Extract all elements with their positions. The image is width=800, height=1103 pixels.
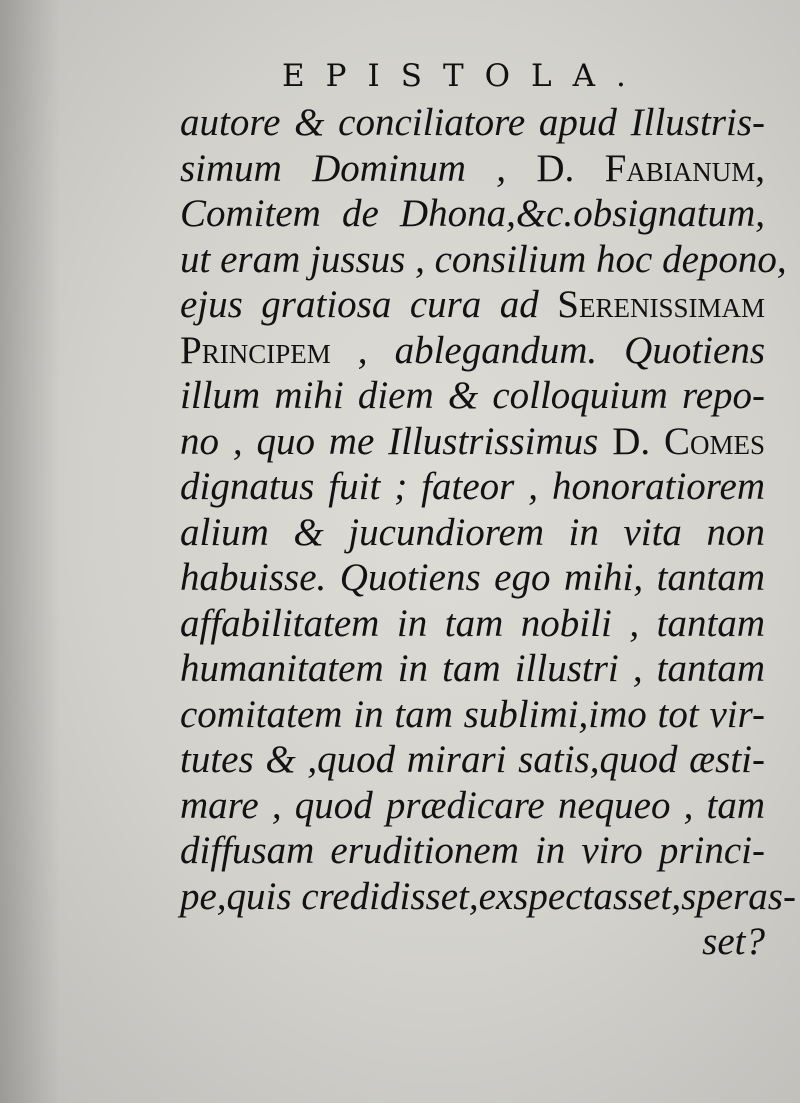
italic-text: ejus gratiosa cura ad xyxy=(180,283,558,326)
text-line xyxy=(180,100,765,146)
italic-text: tutes & ,quod mirari satis,quod æsti- xyxy=(180,738,765,781)
italic-text: mare , quod prædicare nequeo , tam xyxy=(180,783,765,827)
text-line xyxy=(180,692,765,738)
page-gutter-shadow xyxy=(0,0,60,1103)
italic-text: habuisse. Quotiens ego mihi, tantam xyxy=(180,556,765,599)
text-line xyxy=(180,737,765,783)
italic-text: illum mihi diem & colloquium repo- xyxy=(180,374,765,417)
text-line xyxy=(180,601,765,647)
text-line xyxy=(180,783,765,829)
text-line xyxy=(180,874,796,920)
small-caps-text: Serenissimam xyxy=(557,283,765,326)
body-text xyxy=(180,100,796,965)
text-line xyxy=(180,237,787,283)
italic-text: alium & jucundiorem in vita non xyxy=(180,510,765,554)
italic-text: , ablegandum. Quotiens xyxy=(330,328,765,372)
text-line xyxy=(180,464,765,510)
italic-text: affabilitatem in tam nobili , tantam xyxy=(180,601,765,645)
italic-text: dignatus fuit ; fateor , honoratiorem xyxy=(180,465,765,508)
running-head: EPISTOLA. xyxy=(282,58,647,94)
text-line xyxy=(180,646,765,692)
text-line xyxy=(180,282,765,328)
italic-text: ut eram jussus , consilium hoc depono, xyxy=(180,237,787,281)
italic-text: simum Dominum , xyxy=(180,146,537,190)
text-line xyxy=(180,510,765,556)
small-caps-text: D. Fabianum, xyxy=(536,146,766,190)
small-caps-text: D. Comes xyxy=(612,419,765,463)
text-line xyxy=(180,146,765,192)
italic-text: diffusam eruditionem in viro princi- xyxy=(180,829,765,872)
text-line xyxy=(180,373,765,419)
italic-text: autore & conciliatore apud Illustris- xyxy=(180,101,765,144)
text-line xyxy=(180,191,765,237)
italic-text: comitatem in tam sublimi,imo tot vir- xyxy=(180,692,765,736)
italic-text: humanitatem in tam illustri , tantam xyxy=(180,647,765,690)
text-line xyxy=(180,328,765,374)
italic-text: Comitem de Dhona,&c.obsignatum, xyxy=(180,192,765,235)
italic-text: set? xyxy=(702,920,765,963)
text-line xyxy=(180,828,765,874)
italic-text: pe,quis credidisset,exspectasset,speras- xyxy=(180,874,796,918)
text-line xyxy=(180,919,765,965)
small-caps-text: Principem xyxy=(180,328,331,372)
text-line xyxy=(180,555,765,601)
text-line xyxy=(180,419,765,465)
italic-text: no , quo me Illustrissimus xyxy=(180,419,613,463)
